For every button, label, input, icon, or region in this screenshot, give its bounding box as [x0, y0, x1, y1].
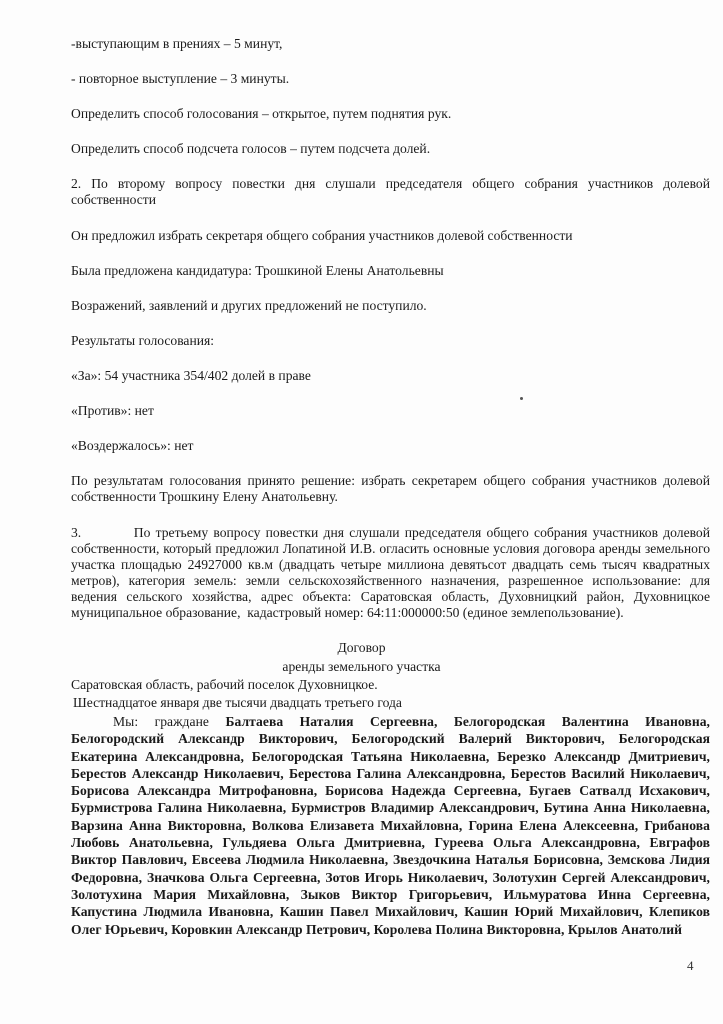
contract-place: Саратовская область, рабочий поселок Духовницкое. — [71, 677, 378, 692]
voting-method: Определить способ голосования – открытое, путем поднятия рук. — [71, 106, 452, 121]
contract-subtitle: аренды земельного участка — [282, 659, 441, 674]
voting-results-heading: Результаты голосования: — [71, 333, 215, 348]
page-number: 4 — [687, 958, 694, 973]
scan-speck — [520, 397, 523, 400]
votes-for: «За»: 54 участника 354/402 долей в праве — [71, 368, 311, 383]
contract-intro: Мы: граждане — [113, 714, 226, 729]
contract-title: Договор — [337, 640, 386, 655]
contract-parties — [71, 713, 710, 938]
votes-against: «Против»: нет — [71, 403, 154, 418]
speaker-time-limit: -выступающим в прениях – 5 минут, — [71, 36, 283, 51]
agenda-item-3: 3. По третьему вопросу повестки дня слушали председателя общего собрания участников долевой собственности, который предложил Лопатиной И.В. огласить основные условия договора аренды земельного участка площадью 24927000 кв.м (двадцать четыре миллиона девятьсот двадцать семь тысяч квадратных метров), категория земель: земли сельскохозяйственного назначения, разрешенное использование: для ведения сельского хозяйства, адрес объекта: Саратовская область, Духовницкий район, Духовницкое муниципальное образование, кадастровый номер: 64:11:000000:50 (единое землепользование). — [71, 525, 714, 620]
counting-method: Определить способ подсчета голосов – путем подсчета долей. — [71, 141, 431, 156]
agenda-item-2: 2. По второму вопросу повестки дня слушали председателя общего собрания участников долевой собственности — [71, 176, 710, 207]
secretary-proposal: Он предложил избрать секретаря общего собрания участников долевой собственности — [71, 228, 573, 243]
no-objections: Возражений, заявлений и других предложений не поступило. — [71, 298, 427, 313]
decision-text: По результатам голосования принято решение: избрать секретарем общего собрания участников долевой собственности Трошкину Елену Анатольевну. — [71, 473, 710, 504]
party-names: Балтаева Наталия Сергеевна, Белогородская Валентина Ивановна, Белогородский Александр Викторович, Белогородский Валерий Викторович, Белогородская Екатерина Александровна, Белогородская Татьяна Николаевна, Березко Александр Дмитриевич, Берестов Александр Николаевич, Берестова Галина Александровна, Берестов Василий Николаевич, Борисова Александра Митрофановна, Борисова Надежда Сергеевна, Бугаев Сатвалд Исхакович, Бурмистрова Галина Николаевна, Бурмистров Владимир Александрович, Бутина Анна Николаевна, Варзина Анна Викторовна, Волкова Елизавета Михайловна, Горина Елена Алексеевна, Грибанова Любовь Анатольевна, Гульдяева Ольга Дмитриевна, Гуреева Ольга Александровна, Евграфов Виктор Павлович, Евсеева Людмила Николаевна, Звездочкина Наталья Борисовна, Земскова Лидия Федоровна, Значкова Ольга Сергеевна, Зотов Игорь Николаевич, Золотухин Сергей Александрович, Золотухина Мария Михайловна, Зыков Виктор Григорьевич, Ильмуратова Инна Сергеевна, Капустина Людмила Ивановна, Кашин Павел Михайлович, Кашин Юрий Михайлович, Клепиков Олег Юрьевич, Коровкин Александр Петрович, Королева Полина Викторовна, Крылов Анатолий — [71, 714, 710, 937]
candidate-line: Была предложена кандидатура: Трошкиной Елены Анатольевны — [71, 263, 444, 278]
contract-date: Шестнадцатое января две тысячи двадцать третьего года — [73, 695, 402, 710]
repeat-speech-limit: - повторное выступление – 3 минуты. — [71, 71, 290, 86]
votes-abstained: «Воздержалось»: нет — [71, 438, 194, 453]
